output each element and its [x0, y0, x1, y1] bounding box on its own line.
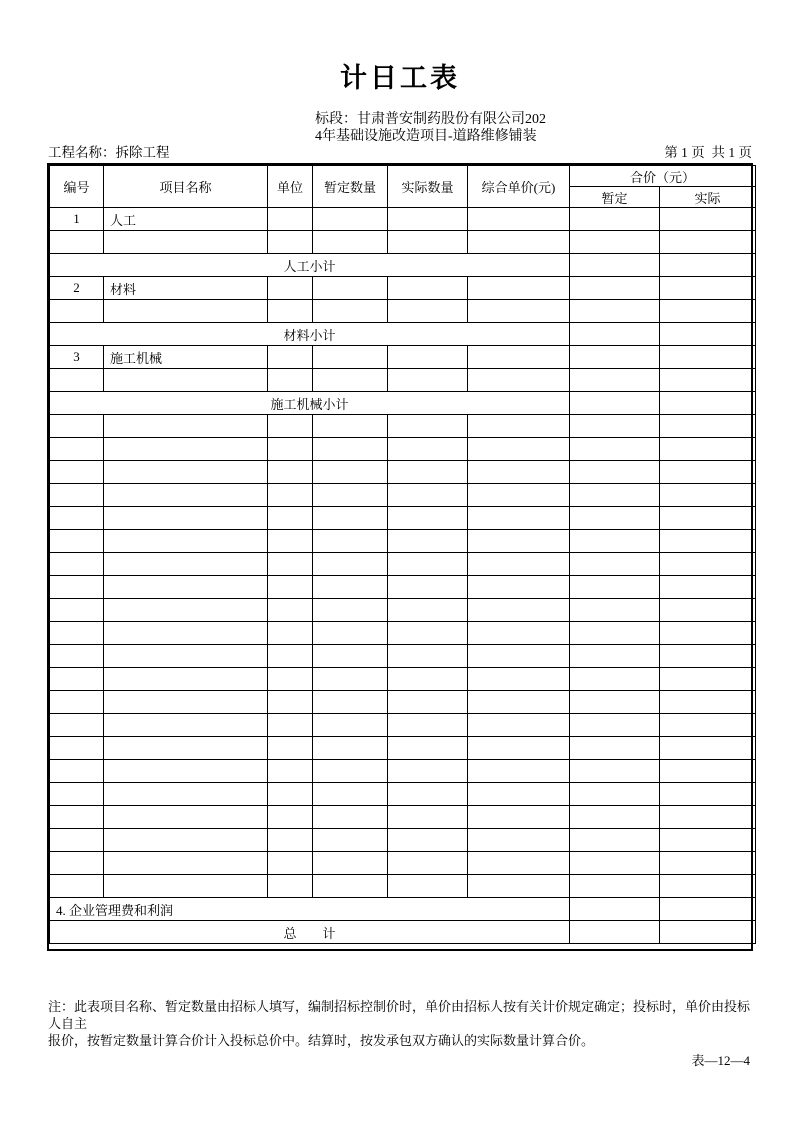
cell-empty [570, 346, 660, 369]
cell-empty [570, 254, 660, 277]
cell-serial: 2 [50, 277, 104, 300]
col-header-serial: 编号 [50, 166, 104, 208]
col-header-unit: 单位 [268, 166, 313, 208]
cell-empty [388, 231, 468, 254]
table-row [50, 645, 756, 668]
cell-empty [268, 760, 313, 783]
cell-empty [268, 737, 313, 760]
cell-empty [660, 714, 756, 737]
cell-empty [104, 507, 268, 530]
cell-empty [104, 461, 268, 484]
table-row [50, 783, 756, 806]
table-row [50, 346, 756, 369]
cell-empty [388, 691, 468, 714]
cell-empty [50, 875, 104, 898]
cell-empty [660, 760, 756, 783]
cell-empty [313, 714, 388, 737]
cell-empty [388, 369, 468, 392]
table-row [50, 507, 756, 530]
table-body [50, 208, 756, 944]
table-frame [47, 163, 753, 951]
cell-empty [388, 208, 468, 231]
cell-empty [570, 645, 660, 668]
cell-empty [468, 829, 570, 852]
cell-empty [104, 231, 268, 254]
cell-empty [468, 714, 570, 737]
cell-empty [660, 484, 756, 507]
cell-empty [388, 760, 468, 783]
table-row [50, 921, 756, 944]
cell-empty [50, 507, 104, 530]
cell-empty [388, 461, 468, 484]
cell-empty [388, 530, 468, 553]
cell-empty [468, 576, 570, 599]
cell-empty [104, 760, 268, 783]
cell-empty [50, 530, 104, 553]
cell-empty [570, 760, 660, 783]
cell-empty [268, 783, 313, 806]
table-row [50, 829, 756, 852]
cell-empty [268, 369, 313, 392]
table-row [50, 392, 756, 415]
cell-empty [268, 208, 313, 231]
cell-empty [313, 461, 388, 484]
footnote-line1: 注：此表项目名称、暂定数量由招标人填写，编制招标控制价时，单价由招标人按有关计价规定确定；投标时，单价由投标人自主 [48, 999, 751, 1031]
cell-empty [388, 553, 468, 576]
table-row [50, 898, 756, 921]
cell-empty [660, 576, 756, 599]
cell-empty [388, 714, 468, 737]
footnote [48, 998, 754, 1049]
col-header-tentative-qty: 暂定数量 [313, 166, 388, 208]
cell-empty [388, 415, 468, 438]
cell-empty [104, 829, 268, 852]
table-row [50, 714, 756, 737]
cell-total-label: 总 计 [50, 921, 570, 944]
cell-empty [313, 668, 388, 691]
table-row [50, 415, 756, 438]
cell-empty [104, 645, 268, 668]
cell-empty [388, 576, 468, 599]
cell-empty [104, 668, 268, 691]
cell-empty [570, 783, 660, 806]
cell-empty [570, 875, 660, 898]
cell-empty [104, 783, 268, 806]
cell-subtotal-label: 施工机械小计 [50, 392, 570, 415]
cell-empty [104, 530, 268, 553]
cell-empty [468, 599, 570, 622]
cell-empty [104, 691, 268, 714]
col-header-unit-price: 综合单价(元) [468, 166, 570, 208]
table-row [50, 530, 756, 553]
cell-empty [104, 622, 268, 645]
cell-empty [570, 806, 660, 829]
project-name: 工程名称：拆除工程 [48, 145, 170, 160]
cell-empty [468, 852, 570, 875]
daywork-table [49, 165, 756, 944]
cell-empty [313, 599, 388, 622]
table-header [50, 166, 756, 208]
cell-empty [50, 415, 104, 438]
cell-empty [468, 231, 570, 254]
cell-empty [660, 737, 756, 760]
table-row [50, 852, 756, 875]
cell-empty [660, 553, 756, 576]
cell-empty [468, 300, 570, 323]
cell-empty [660, 208, 756, 231]
cell-empty [570, 691, 660, 714]
cell-serial: 1 [50, 208, 104, 231]
table-row [50, 208, 756, 231]
table-row [50, 553, 756, 576]
cell-empty [468, 346, 570, 369]
cell-empty [468, 875, 570, 898]
cell-empty [388, 806, 468, 829]
cell-empty [50, 622, 104, 645]
cell-empty [468, 369, 570, 392]
cell-empty [50, 576, 104, 599]
table-row [50, 760, 756, 783]
cell-empty [388, 668, 468, 691]
cell-empty [104, 415, 268, 438]
cell-empty [268, 484, 313, 507]
table-row [50, 369, 756, 392]
cell-empty [570, 484, 660, 507]
table-row [50, 277, 756, 300]
cell-empty [570, 622, 660, 645]
cell-empty [50, 783, 104, 806]
cell-empty [104, 852, 268, 875]
cell-empty [50, 806, 104, 829]
table-row [50, 231, 756, 254]
cell-empty [268, 553, 313, 576]
cell-empty [660, 852, 756, 875]
cell-empty [313, 208, 388, 231]
cell-empty [313, 852, 388, 875]
cell-empty [468, 507, 570, 530]
table-row [50, 599, 756, 622]
cell-empty [660, 829, 756, 852]
cell-empty [50, 553, 104, 576]
table-row [50, 875, 756, 898]
cell-empty [468, 438, 570, 461]
col-header-actual: 实际 [660, 187, 756, 208]
cell-empty [570, 461, 660, 484]
cell-empty [570, 392, 660, 415]
cell-empty [268, 415, 313, 438]
cell-subtotal-label: 材料小计 [50, 323, 570, 346]
cell-empty [388, 507, 468, 530]
cell-empty [388, 783, 468, 806]
cell-empty [268, 806, 313, 829]
cell-empty [313, 737, 388, 760]
cell-empty [268, 231, 313, 254]
cell-empty [268, 645, 313, 668]
table-row [50, 737, 756, 760]
cell-empty [660, 507, 756, 530]
cell-empty [570, 277, 660, 300]
col-header-item-name: 项目名称 [104, 166, 268, 208]
cell-empty [468, 277, 570, 300]
cell-empty [104, 369, 268, 392]
cell-empty [104, 576, 268, 599]
cell-empty [660, 323, 756, 346]
cell-empty [268, 277, 313, 300]
cell-empty [660, 668, 756, 691]
cell-empty [660, 461, 756, 484]
cell-empty [570, 415, 660, 438]
cell-empty [268, 576, 313, 599]
cell-empty [570, 898, 660, 921]
cell-empty [468, 461, 570, 484]
cell-empty [388, 438, 468, 461]
page-indicator: 第 1 页 共 1 页 [664, 145, 752, 160]
cell-empty [313, 553, 388, 576]
cell-empty [104, 553, 268, 576]
bid-section [315, 111, 546, 145]
cell-empty [388, 484, 468, 507]
cell-empty [570, 323, 660, 346]
cell-empty [468, 484, 570, 507]
cell-empty [50, 461, 104, 484]
cell-empty [104, 714, 268, 737]
form-code: 表—12—4 [691, 1053, 750, 1068]
cell-item-name: 施工机械 [104, 346, 268, 369]
cell-subtotal-label: 人工小计 [50, 254, 570, 277]
cell-empty [268, 530, 313, 553]
cell-empty [268, 300, 313, 323]
table-row [50, 576, 756, 599]
cell-empty [104, 806, 268, 829]
cell-empty [313, 231, 388, 254]
cell-empty [570, 553, 660, 576]
cell-empty [313, 760, 388, 783]
cell-empty [570, 668, 660, 691]
cell-empty [50, 668, 104, 691]
cell-empty [50, 645, 104, 668]
cell-empty [50, 852, 104, 875]
cell-empty [50, 714, 104, 737]
cell-empty [468, 553, 570, 576]
cell-empty [268, 875, 313, 898]
cell-empty [268, 691, 313, 714]
table-row [50, 323, 756, 346]
cell-empty [388, 875, 468, 898]
cell-empty [468, 806, 570, 829]
cell-empty [313, 576, 388, 599]
cell-empty [468, 645, 570, 668]
cell-empty [660, 277, 756, 300]
cell-empty [660, 530, 756, 553]
cell-empty [313, 507, 388, 530]
cell-empty [313, 346, 388, 369]
cell-empty [313, 530, 388, 553]
cell-empty [313, 277, 388, 300]
cell-empty [313, 806, 388, 829]
cell-empty [570, 737, 660, 760]
cell-empty [313, 438, 388, 461]
cell-empty [388, 599, 468, 622]
cell-empty [660, 231, 756, 254]
cell-empty [268, 714, 313, 737]
cell-empty [660, 691, 756, 714]
cell-empty [50, 829, 104, 852]
table-row [50, 806, 756, 829]
cell-empty [104, 875, 268, 898]
cell-empty [660, 875, 756, 898]
cell-empty [660, 415, 756, 438]
table-row [50, 484, 756, 507]
cell-empty [313, 783, 388, 806]
cell-empty [468, 622, 570, 645]
cell-empty [50, 438, 104, 461]
table-row [50, 438, 756, 461]
cell-empty [388, 852, 468, 875]
cell-empty [468, 208, 570, 231]
cell-empty [660, 921, 756, 944]
cell-empty [660, 392, 756, 415]
cell-empty [104, 438, 268, 461]
cell-empty [660, 622, 756, 645]
cell-empty [660, 369, 756, 392]
cell-empty [104, 300, 268, 323]
cell-empty [660, 806, 756, 829]
cell-empty [570, 231, 660, 254]
cell-empty [468, 415, 570, 438]
cell-empty [268, 438, 313, 461]
cell-empty [468, 530, 570, 553]
cell-empty [388, 622, 468, 645]
cell-empty [313, 415, 388, 438]
cell-empty [660, 300, 756, 323]
cell-empty [660, 254, 756, 277]
cell-empty [570, 921, 660, 944]
cell-empty [104, 484, 268, 507]
cell-empty [660, 898, 756, 921]
cell-empty [570, 300, 660, 323]
cell-empty [313, 829, 388, 852]
cell-empty [313, 484, 388, 507]
table-row [50, 691, 756, 714]
cell-empty [50, 484, 104, 507]
cell-empty [50, 231, 104, 254]
cell-empty [50, 599, 104, 622]
cell-empty [660, 783, 756, 806]
table-row [50, 461, 756, 484]
footnote-line2: 报价，按暂定数量计算合价计入投标总价中。结算时，按发承包双方确认的实际数量计算合价。 [48, 1033, 595, 1048]
cell-empty [388, 737, 468, 760]
bid-section-line2: 4年基础设施改造项目-道路维修铺装 [315, 129, 537, 144]
table-row [50, 254, 756, 277]
cell-empty [660, 438, 756, 461]
header-row-1 [50, 166, 756, 187]
cell-empty [268, 599, 313, 622]
cell-empty [388, 346, 468, 369]
cell-empty [570, 714, 660, 737]
cell-empty [313, 691, 388, 714]
cell-empty [50, 737, 104, 760]
cell-empty [268, 346, 313, 369]
cell-empty [104, 599, 268, 622]
cell-empty [313, 875, 388, 898]
cell-empty [104, 737, 268, 760]
cell-empty [313, 300, 388, 323]
cell-empty [388, 829, 468, 852]
cell-empty [570, 369, 660, 392]
cell-empty [50, 760, 104, 783]
cell-serial: 3 [50, 346, 104, 369]
cell-empty [388, 300, 468, 323]
cell-item-name: 人工 [104, 208, 268, 231]
cell-section-label: 4. 企业管理费和利润 [50, 898, 570, 921]
cell-empty [570, 530, 660, 553]
cell-empty [313, 622, 388, 645]
col-header-tentative: 暂定 [570, 187, 660, 208]
col-header-total-price-group: 合价（元） [570, 166, 756, 187]
page-title: 计日工表 [340, 63, 460, 93]
cell-empty [268, 852, 313, 875]
cell-empty [570, 829, 660, 852]
cell-empty [268, 668, 313, 691]
cell-empty [570, 507, 660, 530]
cell-empty [468, 737, 570, 760]
cell-empty [313, 645, 388, 668]
cell-empty [660, 346, 756, 369]
cell-empty [268, 829, 313, 852]
cell-empty [313, 369, 388, 392]
cell-empty [468, 783, 570, 806]
cell-empty [388, 277, 468, 300]
cell-empty [570, 576, 660, 599]
cell-empty [268, 461, 313, 484]
cell-empty [268, 507, 313, 530]
cell-empty [570, 438, 660, 461]
cell-empty [468, 691, 570, 714]
cell-item-name: 材料 [104, 277, 268, 300]
cell-empty [468, 668, 570, 691]
cell-empty [388, 645, 468, 668]
table-row [50, 300, 756, 323]
table-row [50, 622, 756, 645]
cell-empty [468, 760, 570, 783]
table-row [50, 668, 756, 691]
cell-empty [268, 622, 313, 645]
bid-section-line1: 标段：甘肃普安制药股份有限公司202 [315, 112, 546, 127]
cell-empty [50, 369, 104, 392]
cell-empty [660, 599, 756, 622]
cell-empty [50, 691, 104, 714]
cell-empty [660, 645, 756, 668]
cell-empty [570, 599, 660, 622]
cell-empty [50, 300, 104, 323]
cell-empty [570, 852, 660, 875]
col-header-actual-qty: 实际数量 [388, 166, 468, 208]
cell-empty [570, 208, 660, 231]
